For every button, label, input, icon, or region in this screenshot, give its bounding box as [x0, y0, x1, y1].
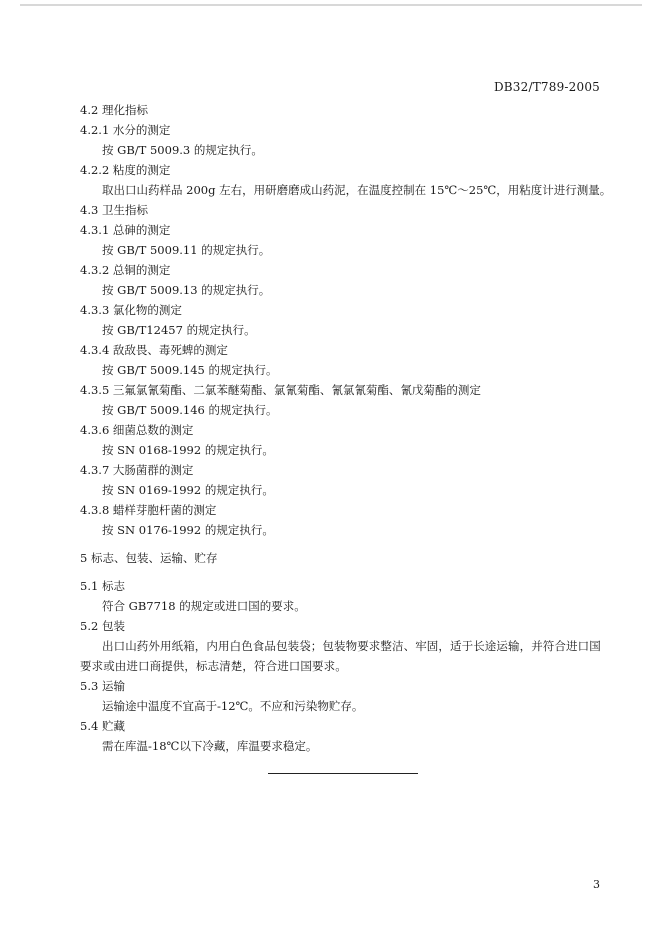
page-number: 3 [593, 878, 600, 891]
section-heading: 4.3 卫生指标 [80, 203, 148, 217]
section-5-2-heading: 5.2 包装 [80, 619, 125, 633]
section-body: 取出口山药样品 200g 左右，用研磨磨成山药泥，在温度控制在 15℃～25℃，用粘度计进行测量。 [102, 183, 612, 197]
section-body: 按 GB/T 5009.146 的规定执行。 [102, 403, 278, 417]
section-heading: 4.3.8 蜡样芽胞杆菌的测定 [80, 503, 217, 517]
section-heading: 4.2.2 粘度的测定 [80, 163, 171, 177]
section-4-list [80, 100, 610, 540]
document-code: DB32/T789-2005 [493, 80, 600, 94]
section-heading: 4.2.1 水分的测定 [80, 123, 171, 137]
section-heading: 4.3.3 氯化物的测定 [80, 303, 182, 317]
section-5-1-heading: 5.1 标志 [80, 579, 125, 593]
section-body: 按 SN 0169-1992 的规定执行。 [102, 483, 274, 497]
section-body: 按 GB/T 5009.13 的规定执行。 [102, 283, 271, 297]
section-heading: 4.3.7 大肠菌群的测定 [80, 463, 194, 477]
section-5-4-body: 需在库温-18℃以下冷藏，库温要求稳定。 [102, 739, 318, 753]
section-5-3-heading: 5.3 运输 [80, 679, 125, 693]
section-body: 按 GB/T12457 的规定执行。 [102, 323, 256, 337]
section-heading: 4.2 理化指标 [80, 103, 148, 117]
section-body: 按 SN 0168-1992 的规定执行。 [102, 443, 274, 457]
section-heading: 4.3.4 敌敌畏、毒死蜱的测定 [80, 343, 228, 357]
section-5-3-body: 运输途中温度不宜高于-12℃。不应和污染物贮存。 [102, 699, 364, 713]
section-5-4-heading: 5.4 贮藏 [80, 719, 125, 733]
section-heading: 4.3.5 三氟氯氰菊酯、二氯苯醚菊酯、氯氰菊酯、氰氯氰菊酯、氰戊菊酯的测定 [80, 383, 481, 397]
section-body: 按 GB/T 5009.3 的规定执行。 [102, 143, 263, 157]
section-body: 按 GB/T 5009.145 的规定执行。 [102, 363, 278, 377]
document-body [80, 100, 610, 756]
end-of-document-rule [268, 773, 418, 774]
section-heading: 4.3.6 细菌总数的测定 [80, 423, 194, 437]
section-heading: 4.3.2 总铜的测定 [80, 263, 171, 277]
section-body: 按 GB/T 5009.11 的规定执行。 [102, 243, 271, 257]
section-5-1-body: 符合 GB7718 的规定或进口国的要求。 [102, 599, 306, 613]
section-body: 按 SN 0176-1992 的规定执行。 [102, 523, 274, 537]
section-5-2-body: 出口山药外用纸箱，内用白色食品包装袋；包装物要求整洁、牢固，适于长途运输，并符合进口国要求或由进口商提供，标志清楚，符合进口国要求。 [80, 639, 601, 673]
top-scan-edge [20, 4, 642, 6]
section-heading: 4.3.1 总砷的测定 [80, 223, 171, 237]
chapter-5-title: 5 标志、包装、运输、贮存 [80, 551, 218, 565]
